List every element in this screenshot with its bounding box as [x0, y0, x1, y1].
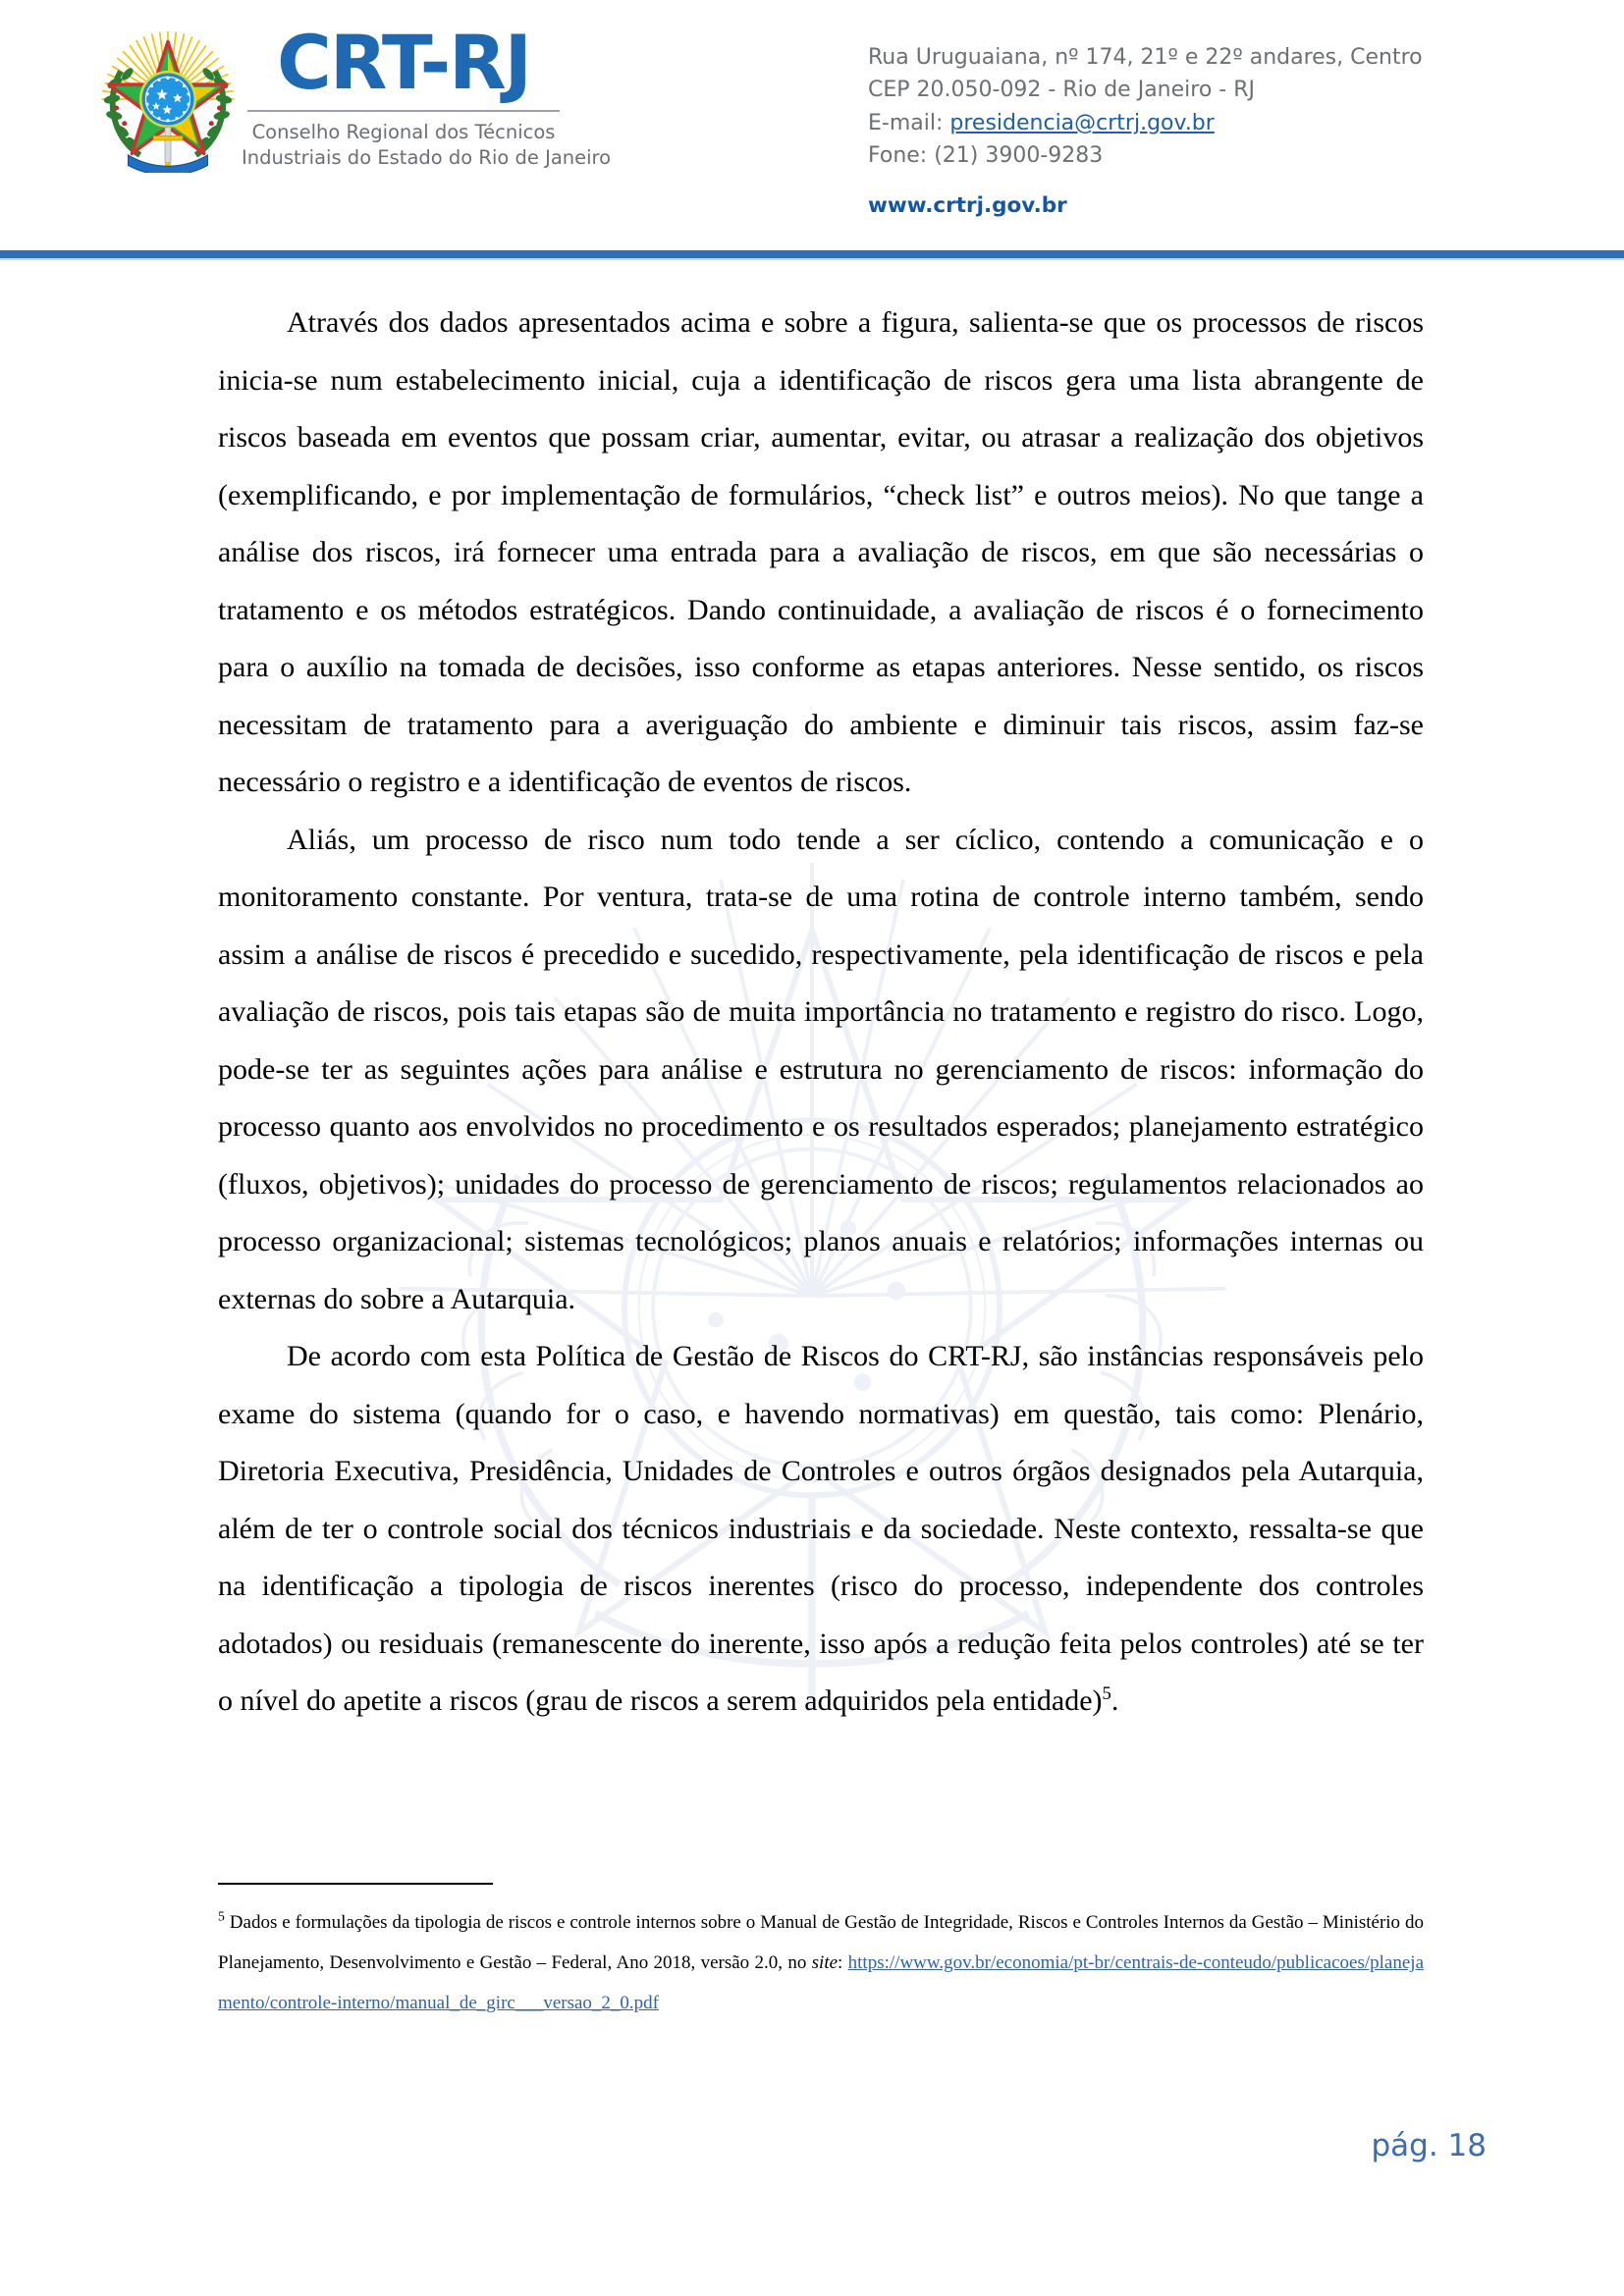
contact-email-label: E-mail:: [868, 110, 950, 135]
contact-cep: CEP 20.050-092 - Rio de Janeiro - RJ: [868, 78, 1255, 103]
page-header: [0, 0, 1624, 263]
contact-email-link[interactable]: presidencia@crtrj.gov.br: [949, 110, 1215, 135]
footnote-separator: [218, 1883, 493, 1885]
body-paragraph-2: Aliás, um processo de risco num todo tende a ser cíclico, contendo a comunicação e o monitoramento constante. Por ventura, trata-se de uma rotina de controle interno também, sendo assim a análise de riscos é precedido e sucedido, respectivamente, pela identificação de riscos e pela avaliação de riscos, pois tais etapas são de muita importância no tratamento e registro do risco. Logo, pode-se ter as seguintes ações para análise e estrutura no gerenciamento de riscos: informação do processo quanto aos envolvidos no procedimento e os resultados esperados; planejamento estratégico (fluxos, objetivos); unidades do processo de gerenciamento de riscos; regulamentos relacionados ao processo organizacional; sistemas tecnológicos; planos anuais e relatórios; informações internas ou externas do sobre a Autarquia.: [218, 823, 1424, 1315]
body-paragraph-3-terminator: .: [1110, 1684, 1119, 1717]
header-contact-block: [868, 41, 1423, 222]
document-body: [218, 294, 1424, 1731]
footnote-text-part2: :: [838, 1952, 843, 1973]
footnote-reference-marker[interactable]: 5: [1102, 1683, 1111, 1704]
body-paragraph-1: Através dos dados apresentados acima e sobre a figura, salienta-se que os processos de riscos inicia-se num estabelecimento inicial, cuja a identificação de riscos gera uma lista abrangente de riscos baseada em eventos que possam criar, aumentar, evitar, ou atrasar a realização dos objetivos (exemplificando, e por implementação de formulários, “check list” e outros meios). No que tange a análise dos riscos, irá fornecer uma entrada para a avaliação de riscos, em que são necessárias o tratamento e os métodos estratégicos. Dando continuidade, a avaliação de riscos é o fornecimento para o auxílio na tomada de decisões, isso conforme as etapas anteriores. Nesse sentido, os riscos necessitam de tratamento para a averiguação do ambiente e diminuir tais riscos, assim faz-se necessário o registro e a identificação de eventos de riscos.: [218, 306, 1424, 798]
logo-subtitle-line2: Industriais do Estado do Rio de Janeiro: [242, 145, 612, 169]
body-paragraph-3: [218, 1328, 1424, 1731]
footnote-marker: 5: [218, 1908, 225, 1924]
contact-email-line: [868, 107, 1423, 139]
contact-phone: Fone: (21) 3900-9283: [868, 143, 1104, 169]
brazil-coat-of-arms-icon: [94, 26, 242, 173]
crt-rj-logo: [242, 19, 612, 170]
logo-divider: [247, 110, 560, 112]
contact-website-link[interactable]: www.crtrj.gov.br: [868, 192, 1067, 218]
footnote-source-url[interactable]: https://www.gov.br/economia/pt-br/centrais-de-conteudo/publicacoes/planejamento/controle-interno/manual_de_girc___versao_2_0.pdf: [218, 1952, 1425, 2013]
page-number-label: pág. 18: [1371, 2128, 1487, 2163]
contact-address: Rua Uruguaiana, nº 174, 21º e 22º andares, Centro: [868, 45, 1423, 70]
footnote-area: [218, 1883, 1424, 2023]
header-rule-secondary: [0, 258, 1624, 260]
footnote-entry: [218, 1902, 1424, 2023]
header-rule-primary: [0, 250, 1624, 258]
body-paragraph-3-text: De acordo com esta Política de Gestão de Riscos do CRT-RJ, são instâncias responsáveis pelo exame do sistema (quando for o caso, e havendo normativas) em questão, tais como: Plenário, Diretoria Executiva, Presidência, Unidades de Controles e outros órgãos designados pela Autarquia, além de ter o controle social dos técnicos industriais e da sociedade. Neste contexto, ressalta-se que na identificação a tipologia de riscos inerentes (risco do processo, independente dos controles adotados) ou residuais (remanescente do inerente, isso após a redução feita pelos controles) até se ter o nível do apetite a riscos (grau de riscos a serem adquiridos pela entidade): [218, 1340, 1424, 1717]
footnote-text-part1: Dados e formulações da tipologia de riscos e controle internos sobre o Manual de Gestão de Integridade, Riscos e Controles Internos da Gestão – Ministério do Planejamento, Desenvolvimento e Gestão – Federal, Ano 2018, versão 2.0, no: [218, 1912, 1424, 1973]
logo-wordmark: CRT-RJ: [277, 19, 530, 106]
footnote-italic-word: site: [811, 1952, 839, 1973]
logo-subtitle-line1: Conselho Regional dos Técnicos: [251, 121, 556, 143]
